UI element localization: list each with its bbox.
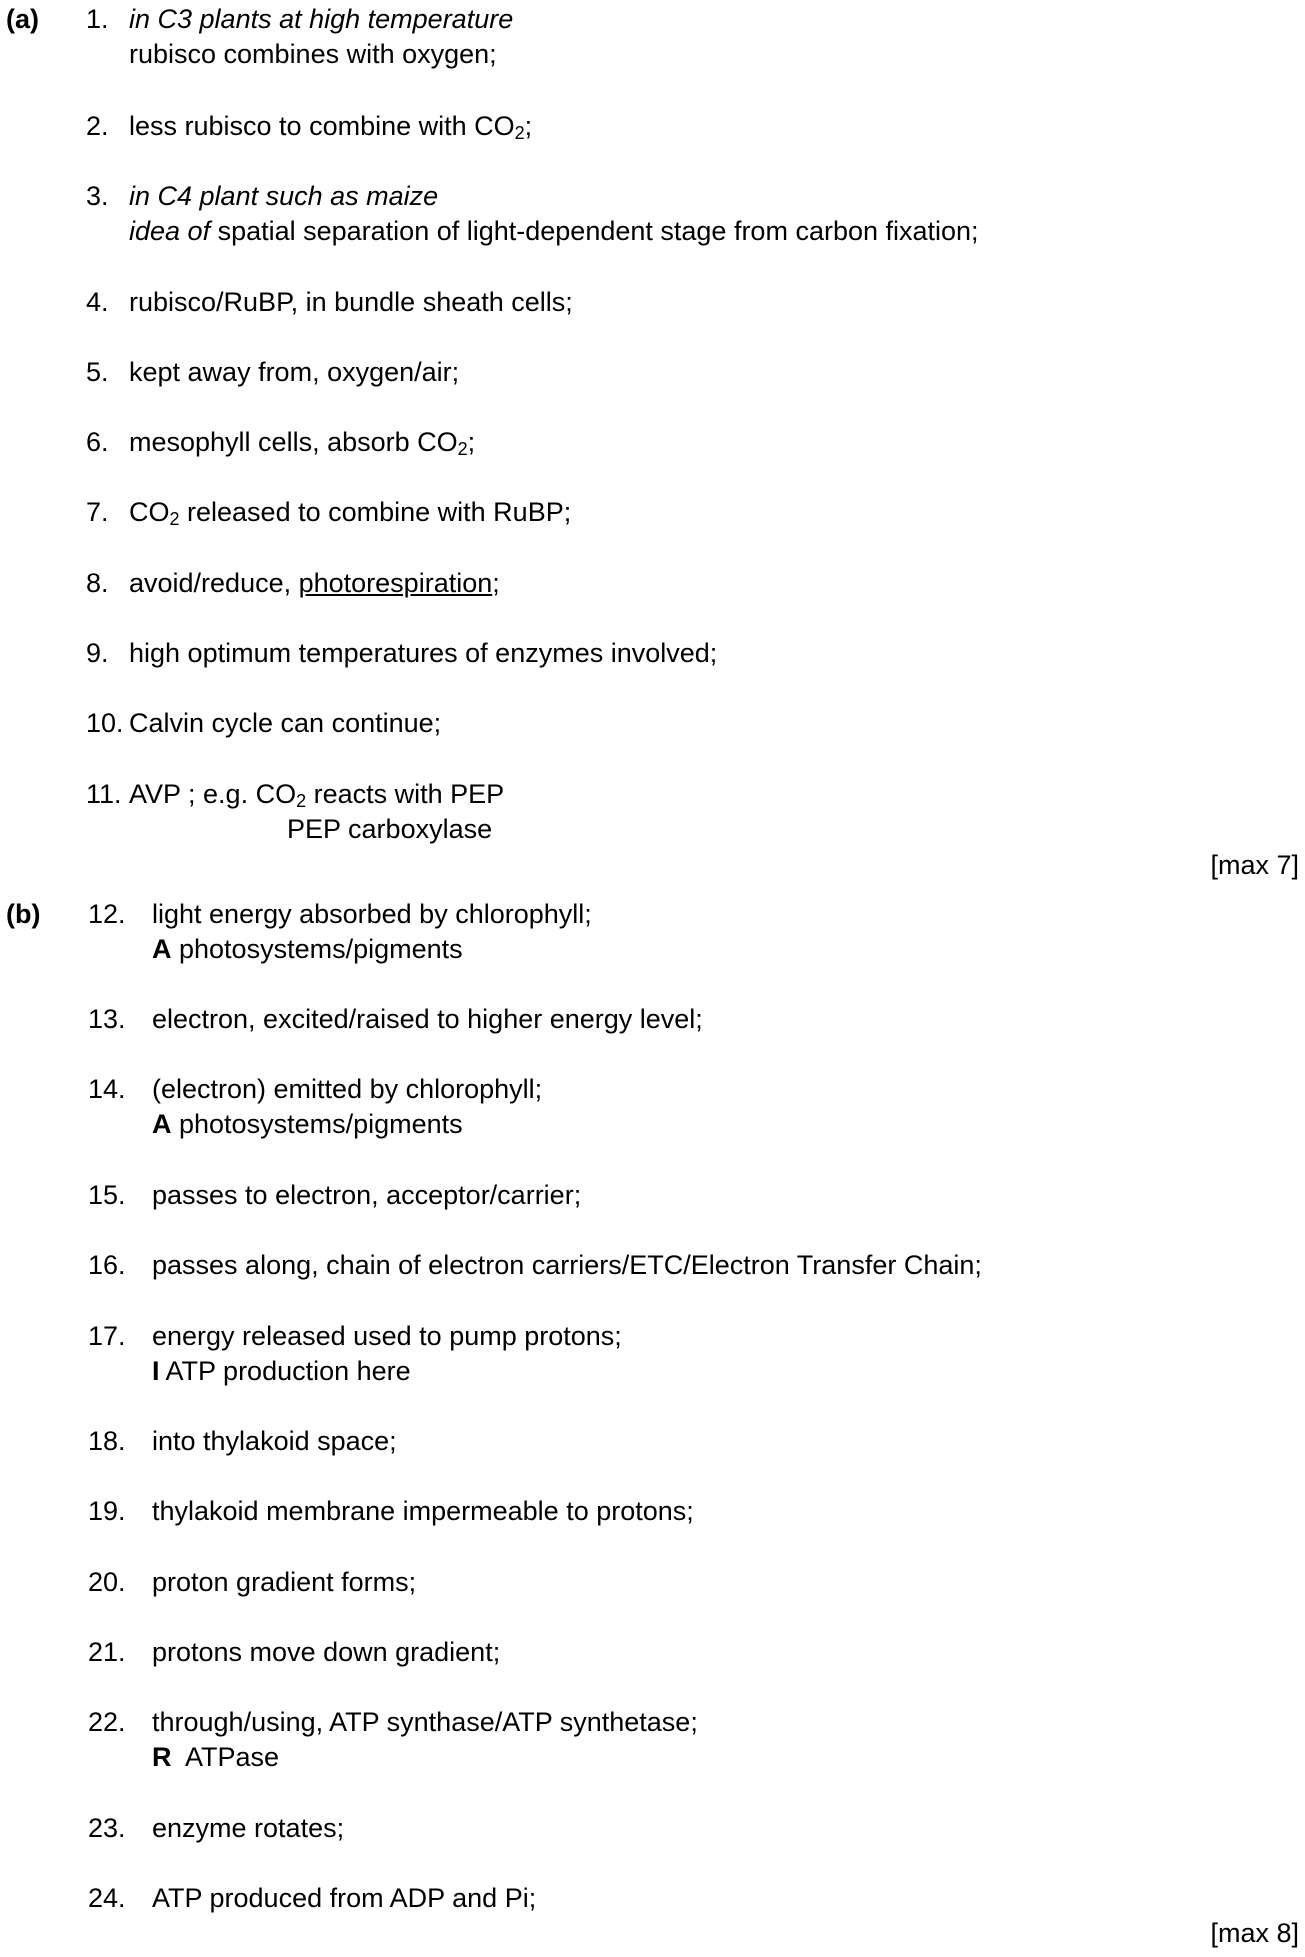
item-text: rubisco combines with oxygen; [129,39,497,69]
item-number: 15. [88,1180,126,1210]
item-number: 3. [86,181,109,211]
item-text: high optimum temperatures of enzymes involved; [129,638,718,668]
item-note: R ATPase [152,1742,280,1772]
item-text: in C4 plant such as maize [129,181,439,211]
item-text: ATP produced from ADP and Pi; [152,1883,537,1913]
item-number: 20. [88,1567,126,1597]
item-number: 23. [88,1813,126,1843]
item-number: 24. [88,1883,126,1913]
item-number: 7. [86,497,109,527]
item-number: 6. [86,427,109,457]
item-text: less rubisco to combine with $CO_2$; [129,111,533,143]
item-number: 19. [88,1496,126,1526]
item-text: idea of spatial separation of light-dependent stage from carbon fixation; [129,216,979,246]
item-text: electron, excited/raised to higher energy level; [152,1004,703,1034]
item-number: 1. [86,4,109,34]
part-a-label: (a) [6,4,39,34]
item-text: kept away from, oxygen/air; [129,357,460,387]
item-number: 5. [86,357,109,387]
item-number: 17. [88,1321,126,1351]
item-text: protons move down gradient; [152,1637,501,1667]
item-text: AVP ; e.g. $CO_2$ reacts with PEP [129,779,505,811]
item-number: 11. [86,779,122,809]
item-text: avoid/reduce, photorespiration; [129,568,500,598]
item-text: thylakoid membrane impermeable to protons; [152,1496,694,1526]
item-text: energy released used to pump protons; [152,1321,622,1351]
item-text: through/using, ATP synthase/ATP synthetase; [152,1707,698,1737]
item-text: passes along, chain of electron carriers/ETC/Electron Transfer Chain; [152,1250,982,1280]
item-text: rubisco/RuBP, in bundle sheath cells; [129,287,573,317]
item-note: A photosystems/pigments [152,1109,463,1139]
marks-allocation: [max 7] [1210,850,1299,880]
item-text: passes to electron, acceptor/carrier; [152,1180,582,1210]
item-text: into thylakoid space; [152,1426,397,1456]
item-number: 21. [88,1637,126,1667]
item-text: mesophyll cells, absorb $CO_2$; [129,427,476,459]
item-number: 18. [88,1426,126,1456]
item-text: $CO_2$ released to combine with RuBP; [129,497,572,529]
item-text: PEP carboxylase [287,814,493,844]
item-number: 14. [88,1074,126,1104]
item-number: 16. [88,1250,126,1280]
item-text: enzyme rotates; [152,1813,345,1843]
marks-allocation: [max 8] [1210,1918,1299,1948]
item-number: 13. [88,1004,126,1034]
item-number: 9. [86,638,109,668]
item-number: 12. [88,899,126,929]
part-b-label: (b) [6,899,41,929]
item-number: 4. [86,287,109,317]
item-text: in C3 plants at high temperature [129,4,514,34]
item-text: (electron) emitted by chlorophyll; [152,1074,543,1104]
item-text: Calvin cycle can continue; [129,708,442,738]
item-number: 2. [86,111,109,141]
item-note: I ATP production here [152,1356,411,1386]
item-number: 10. [86,708,124,738]
item-number: 8. [86,568,109,598]
item-text: proton gradient forms; [152,1567,417,1597]
item-text: light energy absorbed by chlorophyll; [152,899,592,929]
item-number: 22. [88,1707,126,1737]
item-note: A photosystems/pigments [152,934,463,964]
